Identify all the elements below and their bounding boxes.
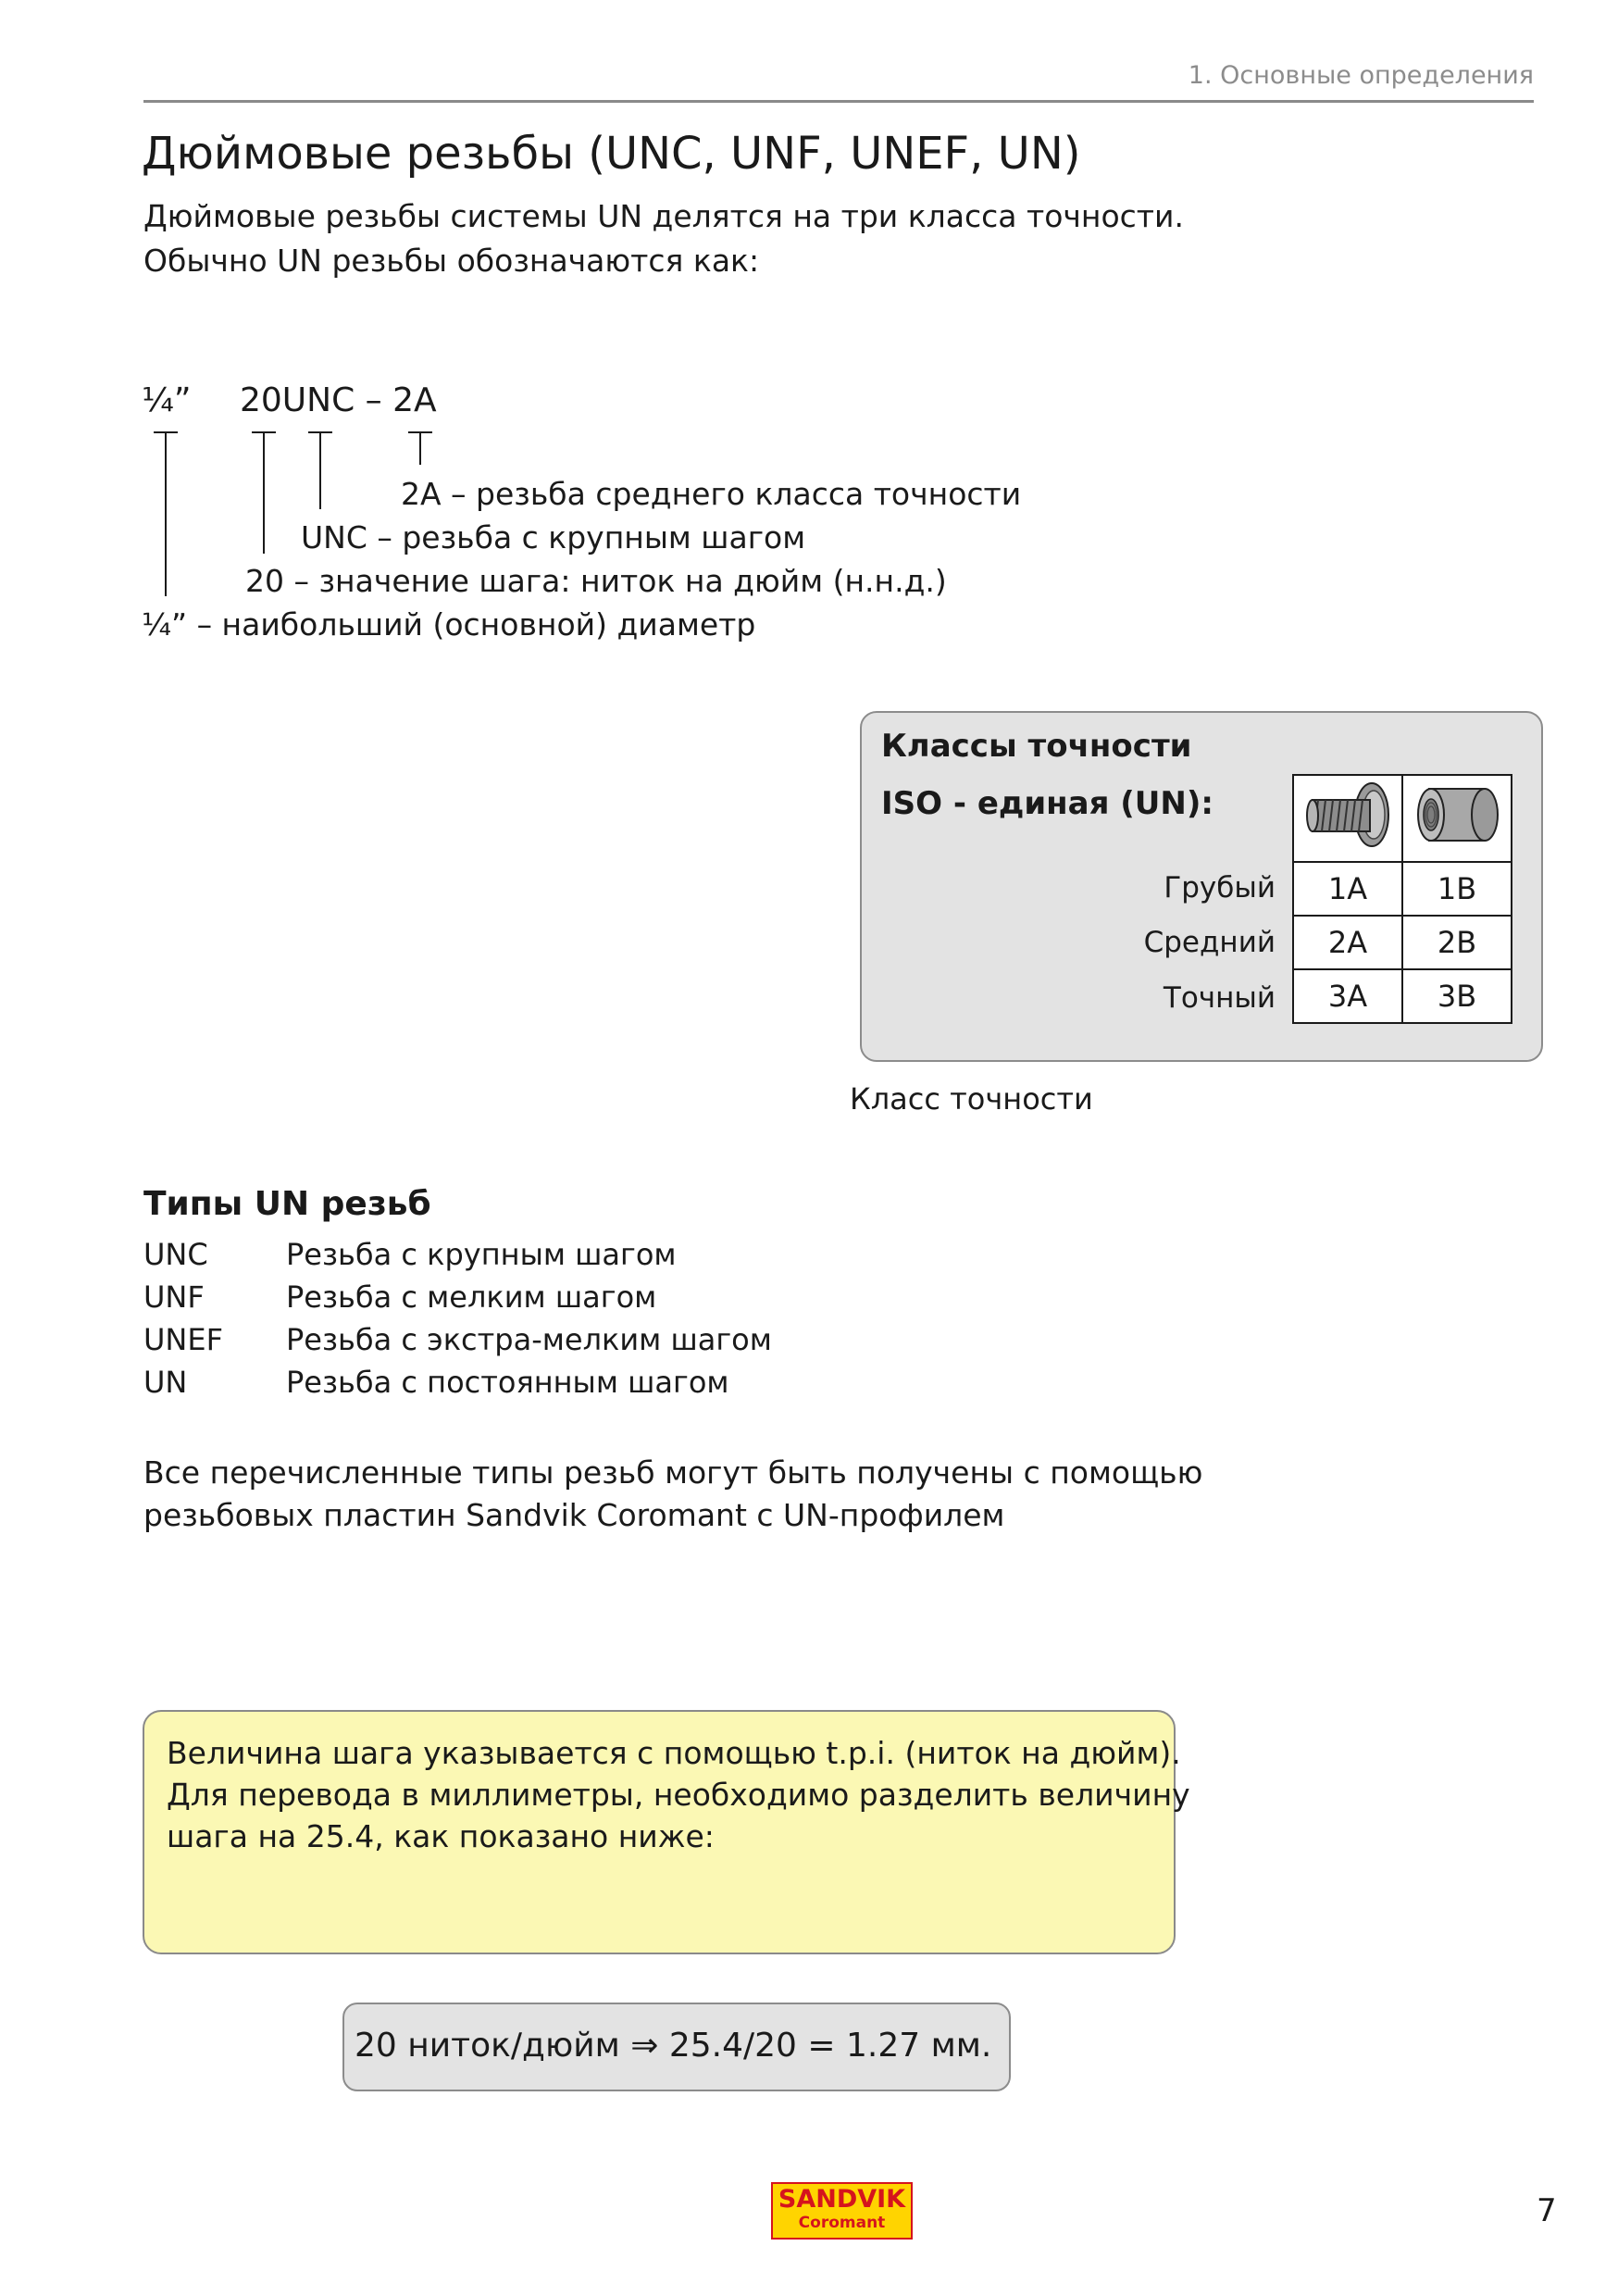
thread-type-description: Резьба с экстра-мелким шагом	[286, 1322, 772, 1357]
bolt-external-thread-icon	[1300, 776, 1396, 854]
thread-type-code: UNF	[143, 1279, 205, 1315]
logo-line-1: SANDVIK	[778, 2185, 906, 2214]
note-line: шага на 25.4, как показано ниже:	[167, 1818, 715, 1854]
thread-type-description: Резьба с крупным шагом	[286, 1237, 677, 1272]
designation-explanation-class: 2A – резьба среднего класса точности	[401, 476, 1022, 512]
class-cell: 1B	[1402, 862, 1512, 916]
page-number: 7	[1537, 2192, 1557, 2229]
thread-type-code: UNEF	[143, 1322, 223, 1357]
class-row-label-medium: Средний	[1143, 926, 1276, 959]
class-cell: 2B	[1402, 916, 1512, 969]
logo-line-2: Coromant	[798, 2214, 886, 2232]
formula-text: 20 ниток/дюйм ⇒ 25.4/20 = 1.27 мм.	[355, 2027, 992, 2065]
class-cell: 2A	[1293, 916, 1402, 969]
thread-type-description: Резьба с постоянным шагом	[286, 1365, 729, 1400]
class-row-label-fine: Точный	[1163, 981, 1276, 1015]
leader-line-pitch	[263, 431, 265, 554]
internal-thread-header	[1402, 775, 1512, 862]
thread-types-title: Типы UN резьб	[143, 1185, 431, 1223]
nut-internal-thread-icon	[1409, 776, 1505, 854]
class-cell: 3B	[1402, 969, 1512, 1023]
section-header: 1. Основные определения	[1188, 61, 1534, 90]
header-divider	[143, 100, 1534, 103]
formula-box	[342, 2003, 1011, 2091]
classes-subtitle: ISO - единая (UN):	[881, 785, 1214, 822]
classes-title: Классы точности	[881, 728, 1192, 765]
note-text	[167, 1732, 1190, 1857]
intro-line: Дюймовые резьбы системы UN делятся на три класса точности.	[143, 198, 1184, 234]
leader-line-class	[419, 431, 421, 465]
class-row-label-coarse: Грубый	[1164, 871, 1276, 905]
note-line: Для перевода в миллиметры, необходимо разделить величину	[167, 1777, 1190, 1813]
intro-line: Обычно UN резьбы обозначаются как:	[143, 243, 760, 279]
leader-line-series	[319, 431, 321, 509]
designation-explanation-pitch: 20 – значение шага: ниток на дюйм (н.н.д.)	[245, 563, 947, 599]
class-cell: 1A	[1293, 862, 1402, 916]
designation-diameter: ¼”	[142, 381, 192, 419]
designation-code: 20UNC – 2A	[240, 381, 437, 419]
paragraph-line: Все перечисленные типы резьб могут быть получены с помощью	[143, 1454, 1203, 1491]
leader-line-diameter	[165, 431, 167, 596]
note-line: Величина шага указывается с помощью t.p.i. (ниток на дюйм).	[167, 1735, 1181, 1771]
designation-explanation-series: UNC – резьба с крупным шагом	[301, 519, 806, 555]
class-cell: 3A	[1293, 969, 1402, 1023]
inserts-paragraph	[143, 1452, 1202, 1537]
thread-type-code: UN	[143, 1365, 188, 1400]
page-title: Дюймовые резьбы (UNC, UNF, UNEF, UN)	[142, 128, 1081, 180]
thread-type-code: UNC	[143, 1237, 208, 1272]
paragraph-line: резьбовых пластин Sandvik Coromant с UN-профилем	[143, 1497, 1005, 1533]
classes-table	[1292, 774, 1512, 1024]
thread-type-description: Резьба с мелким шагом	[286, 1279, 657, 1315]
pitch-note-box	[143, 1710, 1190, 1954]
intro-paragraph	[143, 194, 1184, 283]
sandvik-coromant-logo	[771, 2182, 913, 2240]
designation-explanation-diameter: ¼” – наибольший (основной) диаметр	[142, 606, 756, 643]
external-thread-header	[1293, 775, 1402, 862]
classes-caption: Класс точности	[850, 1081, 1093, 1117]
